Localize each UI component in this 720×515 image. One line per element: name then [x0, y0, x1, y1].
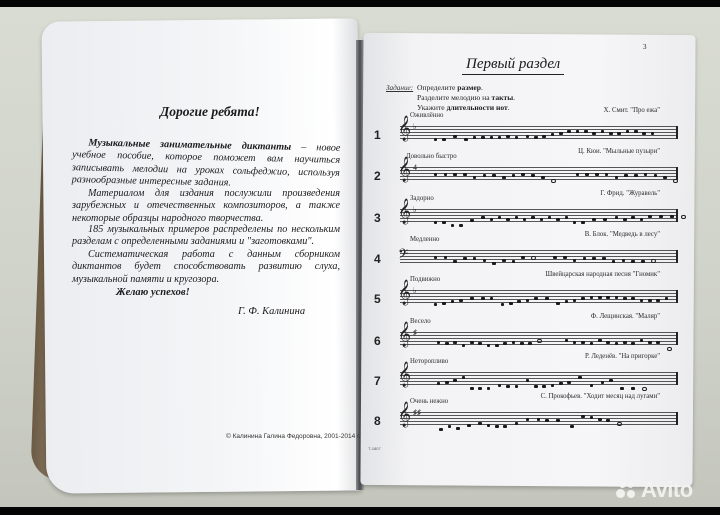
note-head	[681, 215, 686, 219]
note-head	[434, 303, 438, 306]
note-head	[437, 382, 441, 385]
note-head	[601, 130, 605, 133]
note-head	[512, 260, 516, 263]
note-head	[565, 216, 569, 219]
note-head	[495, 344, 499, 347]
note-head	[462, 376, 466, 379]
note-head	[534, 136, 538, 139]
composer-credit: Ф. Лещинская. "Маляр"	[590, 313, 660, 320]
note-head	[481, 297, 485, 300]
intro-paragraph-2: Материалом для издания послужили произведения зарубежных и отечественных композиторов, а также некоторые образцы народного творчества.	[72, 188, 340, 224]
note-head	[573, 341, 577, 344]
note-head	[534, 385, 538, 388]
note-head	[442, 302, 446, 305]
note-head	[573, 259, 577, 262]
avito-watermark	[616, 478, 693, 502]
note-head	[503, 342, 507, 345]
composer-credit: Швейцарская народная песня "Гномик"	[545, 271, 660, 278]
note-head	[470, 219, 474, 222]
note-head	[581, 297, 585, 300]
note-head	[478, 342, 482, 345]
note-head	[640, 339, 644, 342]
composer-credit: Х. Смит. "Про ежа"	[603, 107, 660, 114]
note-head	[515, 422, 519, 425]
key-signature: ♭	[413, 286, 417, 295]
note-head	[590, 384, 594, 387]
bass-clef-icon: 𝄢	[398, 246, 409, 265]
note-head	[623, 297, 627, 300]
note-head	[531, 174, 535, 177]
note-head	[503, 425, 507, 428]
note-head	[615, 216, 619, 219]
note-head	[563, 256, 567, 259]
note-head	[531, 216, 535, 219]
note-head	[534, 297, 538, 300]
note-head	[459, 224, 463, 227]
note-head	[565, 300, 569, 303]
treble-clef-icon: 𝄞	[398, 280, 412, 305]
note-head	[442, 221, 446, 224]
note-head	[453, 173, 457, 176]
note-head	[523, 218, 527, 221]
note-head	[515, 216, 519, 219]
bottom-letterbox	[0, 507, 720, 515]
note-head	[515, 385, 519, 388]
note-head	[487, 424, 491, 427]
music-staff	[398, 116, 678, 141]
note-head	[453, 379, 457, 382]
treble-clef-icon: 𝄞	[398, 322, 412, 347]
note-head	[565, 339, 569, 342]
note-head	[445, 342, 449, 345]
note-head	[631, 297, 635, 300]
note-head	[651, 132, 655, 135]
exercise-number: 2	[374, 169, 381, 183]
note-head	[656, 341, 660, 344]
note-head	[590, 342, 594, 345]
note-head	[665, 297, 669, 300]
note-head	[434, 173, 438, 176]
note-head	[573, 221, 577, 224]
note-head	[506, 218, 510, 221]
final-barline	[676, 209, 678, 222]
note-head	[581, 221, 585, 224]
note-head	[542, 135, 546, 138]
note-head	[590, 296, 594, 299]
music-staff	[398, 246, 678, 265]
greeting-heading: Дорогие ребята!	[160, 104, 260, 119]
note-head	[490, 297, 494, 300]
task-line: Определите размер.	[417, 83, 483, 92]
note-head	[512, 174, 516, 177]
composer-credit: С. Прокофьев. "Ходит месяц над лугами"	[540, 393, 660, 400]
note-head	[437, 341, 441, 344]
note-head	[615, 342, 619, 345]
note-head	[656, 299, 660, 302]
key-signature: 4	[413, 163, 417, 172]
tempo-marking: Довольно быстро	[406, 153, 457, 160]
note-head	[631, 216, 635, 219]
note-head	[498, 216, 502, 219]
final-barline	[676, 250, 678, 263]
paragraph-bold-lead: Музыкальные занимательные диктанты	[88, 137, 292, 153]
note-head	[609, 379, 613, 382]
treble-clef-icon: 𝄞	[398, 116, 412, 141]
note-head	[644, 173, 648, 176]
note-head	[598, 296, 602, 299]
note-head	[648, 299, 652, 302]
music-staff	[398, 322, 678, 347]
note-head	[654, 174, 658, 177]
note-head	[498, 136, 502, 139]
note-head	[464, 138, 468, 141]
note-head	[601, 381, 605, 384]
note-head	[606, 419, 610, 422]
top-letterbox	[0, 0, 720, 7]
task-label: Задание:	[386, 84, 414, 92]
key-signature: ♭	[413, 122, 417, 131]
note-head	[502, 259, 506, 262]
note-head	[583, 257, 587, 260]
note-head	[592, 132, 596, 135]
note-head	[542, 385, 546, 388]
composer-credit: В. Блок. "Медведь в лесу"	[584, 231, 660, 238]
tempo-marking: Очень нежно	[410, 398, 449, 405]
note-head	[453, 260, 457, 263]
note-head	[612, 260, 616, 263]
note-head	[670, 215, 674, 218]
final-barline	[676, 290, 678, 303]
note-head	[578, 376, 582, 379]
page-number: 3	[643, 43, 647, 51]
exercise-number: 1	[374, 128, 381, 142]
note-head	[537, 339, 542, 343]
note-head	[481, 216, 485, 219]
note-head	[526, 299, 530, 302]
note-head	[659, 215, 663, 218]
note-head	[478, 422, 482, 425]
note-head	[603, 218, 607, 221]
task-line: Разделите мелодию на такты.	[417, 93, 516, 103]
note-head	[492, 174, 496, 177]
note-head	[641, 260, 645, 263]
note-head	[584, 130, 588, 133]
note-head	[640, 218, 644, 221]
note-head	[585, 173, 589, 176]
note-head	[470, 341, 474, 344]
note-head	[502, 176, 506, 179]
note-head	[463, 173, 467, 176]
footer-code: Т-1807	[368, 446, 381, 451]
section-title: Первый раздел	[462, 56, 564, 75]
treble-clef-icon: 𝄞	[398, 199, 412, 224]
note-head	[540, 218, 544, 221]
note-head	[462, 344, 466, 347]
note-head	[559, 382, 563, 385]
note-head	[490, 136, 494, 139]
note-head	[576, 130, 580, 133]
note-head	[634, 130, 638, 133]
note-head	[626, 130, 630, 133]
note-head	[448, 425, 452, 428]
note-head	[545, 297, 549, 300]
music-staff	[398, 402, 678, 427]
note-head	[615, 296, 619, 299]
note-head	[434, 221, 438, 224]
note-head	[663, 176, 667, 179]
note-head	[623, 218, 627, 221]
task-line: Укажите длительности нот.	[417, 103, 510, 113]
treble-clef-icon: 𝄞	[398, 362, 412, 387]
note-head	[605, 173, 609, 176]
note-head	[548, 216, 552, 219]
composer-credit: Ц. Кюи. "Мыльные пузыри"	[578, 148, 660, 155]
tempo-marking: Медленно	[410, 236, 440, 243]
note-head	[581, 341, 585, 344]
note-head	[520, 342, 524, 345]
avito-wordmark: Avito	[641, 477, 693, 502]
key-signature: ♯	[413, 328, 417, 337]
exercise-number: 7	[374, 374, 381, 388]
note-head	[473, 257, 477, 260]
note-head	[444, 256, 448, 259]
note-head	[570, 425, 574, 428]
note-head	[526, 379, 530, 382]
note-head	[473, 136, 477, 139]
note-head	[445, 381, 449, 384]
note-head	[551, 384, 555, 387]
copyright-notice: © Калинина Галина Федоровна, 2001-2014 г.	[226, 433, 361, 440]
note-head	[598, 339, 602, 342]
note-head	[481, 136, 485, 139]
note-head	[451, 300, 455, 303]
note-head	[442, 138, 446, 141]
note-head	[551, 179, 556, 183]
note-head	[573, 299, 577, 302]
avito-logo-icon	[616, 480, 638, 500]
note-head	[598, 418, 602, 421]
note-head	[434, 138, 438, 141]
note-head	[483, 259, 487, 262]
note-head	[631, 260, 635, 263]
note-head	[592, 257, 596, 260]
note-head	[623, 341, 627, 344]
tempo-marking: Задорно	[410, 195, 434, 202]
note-head	[521, 256, 525, 259]
note-head	[556, 218, 560, 221]
note-head	[492, 262, 496, 265]
note-head	[617, 132, 621, 135]
note-head	[512, 341, 516, 344]
note-head	[634, 174, 638, 177]
note-head	[559, 132, 563, 135]
note-head	[642, 132, 646, 135]
note-head	[501, 303, 505, 306]
exercise-number: 4	[374, 252, 381, 266]
note-head	[459, 299, 463, 302]
note-head	[648, 215, 652, 218]
tempo-marking: Весело	[410, 318, 431, 325]
composer-credit: Г. Фрид. "Журавель"	[600, 190, 660, 197]
note-head	[592, 218, 596, 221]
note-head	[595, 173, 599, 176]
note-head	[453, 135, 457, 138]
note-head	[515, 136, 519, 139]
note-head	[631, 342, 635, 345]
note-head	[526, 135, 530, 138]
note-head	[444, 173, 448, 176]
note-head	[483, 174, 487, 177]
note-head	[526, 418, 530, 421]
music-staff	[398, 362, 678, 387]
tempo-marking: Оживлённо	[410, 112, 444, 119]
note-head	[473, 176, 477, 179]
exercise-number: 3	[374, 211, 381, 225]
note-head	[521, 173, 525, 176]
exercise-8	[370, 390, 690, 442]
note-head	[434, 256, 438, 259]
key-signature: ♭	[413, 205, 417, 214]
final-barline	[676, 412, 678, 425]
author-signature: Г. Ф. Калинина	[238, 306, 306, 317]
note-head	[651, 259, 656, 263]
note-head	[517, 300, 521, 303]
final-barline	[676, 372, 678, 385]
intro-paragraph-3: 185 музыкальных примеров распределены по нескольким разделам с определенными заданиями и "заготовками".	[72, 224, 340, 248]
intro-paragraph-1: Музыкальные занимательные диктанты – новое учебное пособие, которое поможет вам научиться записывать мелодии на уроках сольфеджио, используя разнообразные интересные задания.	[71, 137, 341, 189]
note-head	[567, 381, 571, 384]
exercise-number: 5	[374, 292, 381, 306]
note-head	[551, 133, 555, 136]
note-head	[456, 427, 460, 430]
note-head	[463, 257, 467, 260]
key-signature: ♯♯	[413, 408, 421, 417]
note-head	[576, 173, 580, 176]
music-staff	[398, 280, 678, 305]
note-head	[609, 132, 613, 135]
treble-clef-icon: 𝄞	[398, 402, 412, 427]
note-head	[531, 256, 536, 260]
music-staff	[398, 199, 678, 224]
note-head	[541, 176, 545, 179]
note-head	[470, 297, 474, 300]
final-barline	[676, 126, 678, 139]
note-head	[581, 415, 585, 418]
tempo-marking: Неторопливо	[410, 358, 449, 365]
note-head	[506, 135, 510, 138]
tempo-marking: Подвижно	[410, 276, 441, 283]
note-head	[498, 384, 502, 387]
note-head	[622, 259, 626, 262]
note-head	[615, 176, 619, 179]
note-head	[617, 422, 622, 426]
closing-wish: Желаю успехов!	[116, 287, 190, 298]
note-head	[506, 385, 510, 388]
note-head	[495, 425, 499, 428]
treble-clef-icon: 𝄞	[398, 157, 412, 182]
note-head	[556, 419, 560, 422]
note-head	[673, 179, 678, 183]
note-head	[545, 419, 549, 422]
note-head	[606, 341, 610, 344]
note-head	[606, 296, 610, 299]
note-head	[624, 174, 628, 177]
note-head	[567, 130, 571, 133]
note-head	[640, 299, 644, 302]
note-head	[451, 224, 455, 227]
note-head	[439, 428, 443, 431]
note-head	[453, 341, 457, 344]
note-head	[487, 344, 491, 347]
note-head	[553, 256, 557, 259]
note-head	[537, 418, 541, 421]
note-head	[602, 257, 606, 260]
note-head	[490, 218, 494, 221]
exercise-number: 6	[374, 334, 381, 348]
note-head	[467, 424, 471, 427]
exercise-number: 8	[374, 414, 381, 428]
composer-credit: Р. Леденёв. "На пригорке"	[585, 353, 660, 360]
note-head	[509, 302, 513, 305]
note-head	[648, 341, 652, 344]
music-staff	[398, 157, 678, 182]
note-head	[590, 416, 594, 419]
note-head	[528, 342, 532, 345]
intro-paragraph-4: Систематическая работа с данным сборником диктантов будет способствовать развитию слуха, музыкальной памяти и кругозора.	[72, 249, 340, 285]
final-barline	[676, 332, 678, 345]
note-head	[556, 302, 560, 305]
